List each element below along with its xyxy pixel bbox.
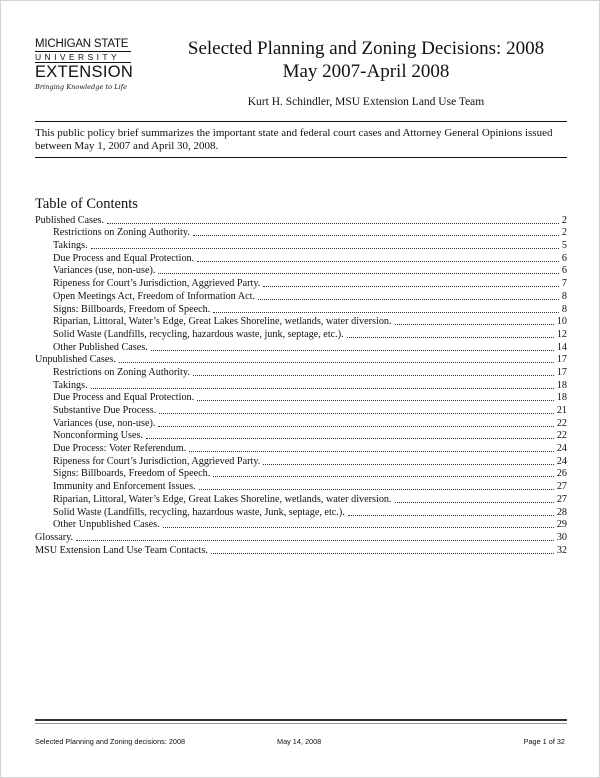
toc-leader <box>263 464 554 465</box>
toc-entry-label: Variances (use, non-use). <box>53 265 156 277</box>
toc-entry-label: MSU Extension Land Use Team Contacts. <box>35 544 208 556</box>
toc-entry[interactable] <box>35 455 567 468</box>
toc-leader <box>211 553 554 554</box>
toc-entry[interactable] <box>35 265 567 278</box>
toc-entry[interactable] <box>35 354 567 367</box>
toc-entry-page: 14 <box>556 341 567 353</box>
toc-leader <box>158 426 553 427</box>
toc-entry-page: 30 <box>556 531 567 543</box>
toc-entry-page: 24 <box>556 443 567 455</box>
toc-entry-label: Signs: Billboards, Freedom of Speech. <box>53 303 211 315</box>
toc-leader <box>197 261 559 262</box>
footer-divider <box>35 719 567 721</box>
intro-divider <box>35 157 567 158</box>
toc-leader <box>258 299 559 300</box>
toc-entry-label: Solid Waste (Landfills, recycling, hazardous waste, junk, septage, etc.). <box>53 328 344 340</box>
footer-date: May 14, 2008 <box>277 737 322 746</box>
toc-entry-page: 29 <box>556 519 567 531</box>
toc-entry[interactable] <box>35 214 567 227</box>
toc-entry-label: Restrictions on Zoning Authority. <box>53 227 190 239</box>
logo-tagline: Bringing Knowledge to Life <box>35 83 128 91</box>
toc-leader <box>119 362 554 363</box>
toc-entry-page: 21 <box>556 405 567 416</box>
toc-entry[interactable] <box>35 366 567 379</box>
toc-entry-page: 8 <box>561 290 567 302</box>
toc-entry[interactable] <box>35 392 567 405</box>
toc-entry-page: 10 <box>556 316 567 328</box>
toc-entry-page: 2 <box>561 227 567 239</box>
toc-leader <box>193 235 559 236</box>
toc-leader <box>151 350 554 351</box>
toc-leader <box>159 413 554 414</box>
toc-entry-label: Substantive Due Process. <box>53 405 157 416</box>
toc-entry-label: Restrictions on Zoning Authority. <box>53 366 190 378</box>
toc-leader <box>91 388 554 389</box>
document-subtitle: May 2007-April 2008 <box>282 61 450 82</box>
toc-entry-page: 28 <box>556 506 567 518</box>
toc-entry-page: 17 <box>556 354 567 366</box>
toc-leader <box>158 273 559 274</box>
toc-entry[interactable] <box>35 417 567 430</box>
toc-entry-page: 27 <box>556 493 567 505</box>
toc-leader <box>213 476 553 477</box>
toc-entry-page: 7 <box>561 278 567 290</box>
toc-leader <box>347 337 554 338</box>
toc-leader <box>163 527 554 528</box>
toc-leader <box>348 515 554 516</box>
toc-entry-label: Takings. <box>53 240 88 252</box>
toc-leader <box>197 400 554 401</box>
toc-entry-page: 26 <box>556 468 567 480</box>
toc-entry-label: Unpublished Cases. <box>35 354 116 366</box>
toc-entry[interactable] <box>35 430 567 443</box>
table-of-contents <box>35 214 567 557</box>
toc-entry-label: Ripeness for Court’s Jurisdiction, Aggrieved Party. <box>53 455 261 467</box>
toc-entry[interactable] <box>35 239 567 252</box>
toc-leader <box>91 248 559 249</box>
toc-entry-page: 18 <box>556 392 567 404</box>
author-line: Kurt H. Schindler, MSU Extension Land Use Team <box>247 96 485 108</box>
toc-entry-label: Other Published Cases. <box>53 341 148 353</box>
msu-extension-logo <box>35 38 145 92</box>
logo-line-1: MICHIGAN STATE <box>35 38 129 50</box>
toc-entry-label: Nonconforming Uses. <box>53 430 143 442</box>
footer-divider-thin <box>35 723 567 724</box>
toc-entry-page: 6 <box>561 252 567 264</box>
footer-title: Selected Planning and Zoning decisions: 2008 <box>35 737 186 746</box>
toc-leader <box>107 223 559 224</box>
toc-entry-label: Published Cases. <box>35 214 105 226</box>
toc-entry-label: Ripeness for Court’s Jurisdiction, Aggrieved Party. <box>53 278 261 290</box>
document-title: Selected Planning and Zoning Decisions: 2008 <box>187 38 545 59</box>
toc-leader <box>395 324 554 325</box>
toc-leader <box>395 502 554 503</box>
toc-entry-label: Solid Waste (Landfills, recycling, hazardous waste, Junk, septage, etc.). <box>53 506 345 518</box>
toc-entry-label: Open Meetings Act, Freedom of Information Act. <box>53 290 256 302</box>
toc-entry[interactable] <box>35 328 567 341</box>
toc-heading: Table of Contents <box>35 196 138 212</box>
toc-entry-page: 17 <box>556 366 567 378</box>
toc-entry-page: 5 <box>561 240 567 252</box>
toc-entry-label: Immunity and Enforcement Issues. <box>53 481 196 493</box>
toc-entry-page: 27 <box>556 481 567 493</box>
toc-leader <box>199 489 554 490</box>
toc-entry[interactable] <box>35 341 567 354</box>
toc-entry-page: 18 <box>556 379 567 391</box>
toc-entry-page: 22 <box>556 417 567 429</box>
toc-entry[interactable] <box>35 544 567 557</box>
toc-entry-label: Riparian, Littoral, Water’s Edge, Great Lakes Shoreline, wetlands, water diversion. <box>53 493 392 505</box>
toc-entry-label: Due Process and Equal Protection. <box>53 252 195 264</box>
header-divider <box>35 121 567 122</box>
toc-entry-label: Variances (use, non-use). <box>53 417 156 429</box>
toc-entry-page: 2 <box>561 214 567 226</box>
toc-entry[interactable] <box>35 316 567 329</box>
toc-leader <box>263 286 559 287</box>
toc-leader <box>193 375 554 376</box>
toc-entry-label: Riparian, Littoral, Water’s Edge, Great Lakes Shoreline, wetlands, water diversion. <box>53 316 392 328</box>
toc-entry-label: Other Unpublished Cases. <box>53 519 160 531</box>
toc-entry[interactable] <box>35 506 567 519</box>
toc-entry[interactable] <box>35 379 567 392</box>
toc-entry-page: 32 <box>556 544 567 556</box>
toc-entry[interactable] <box>35 531 567 544</box>
toc-entry[interactable] <box>35 468 567 481</box>
toc-entry[interactable] <box>35 303 567 316</box>
toc-entry-page: 22 <box>556 430 567 442</box>
toc-entry[interactable] <box>35 519 567 532</box>
toc-entry-page: 8 <box>561 303 567 315</box>
toc-entry-label: Glossary. <box>35 531 74 543</box>
toc-entry[interactable] <box>35 290 567 303</box>
toc-entry[interactable] <box>35 227 567 240</box>
toc-entry[interactable] <box>35 277 567 290</box>
logo-line-2: UNIVERSITY <box>35 51 131 63</box>
logo-line-3: EXTENSION <box>35 63 134 81</box>
toc-entry[interactable] <box>35 442 567 455</box>
intro-paragraph: This public policy brief summarizes the important state and federal court cases and Attorney General Opinions issued between May 1, 2007 and April 30, 2008. <box>35 127 553 152</box>
toc-entry[interactable] <box>35 252 567 265</box>
toc-entry-label: Takings. <box>53 379 88 391</box>
toc-entry[interactable] <box>35 404 567 417</box>
footer-page-number: Page 1 of 32 <box>523 737 565 746</box>
toc-leader <box>76 540 554 541</box>
toc-entry[interactable] <box>35 480 567 493</box>
toc-entry-label: Due Process: Voter Referendum. <box>53 443 187 455</box>
toc-leader <box>213 312 559 313</box>
toc-entry-page: 12 <box>556 328 567 340</box>
toc-entry-page: 24 <box>556 455 567 467</box>
toc-leader <box>189 451 554 452</box>
toc-entry-label: Signs: Billboards, Freedom of Speech. <box>53 468 211 480</box>
toc-entry[interactable] <box>35 493 567 506</box>
toc-entry-page: 6 <box>561 265 567 277</box>
toc-leader <box>146 438 554 439</box>
toc-entry-label: Due Process and Equal Protection. <box>53 392 195 404</box>
